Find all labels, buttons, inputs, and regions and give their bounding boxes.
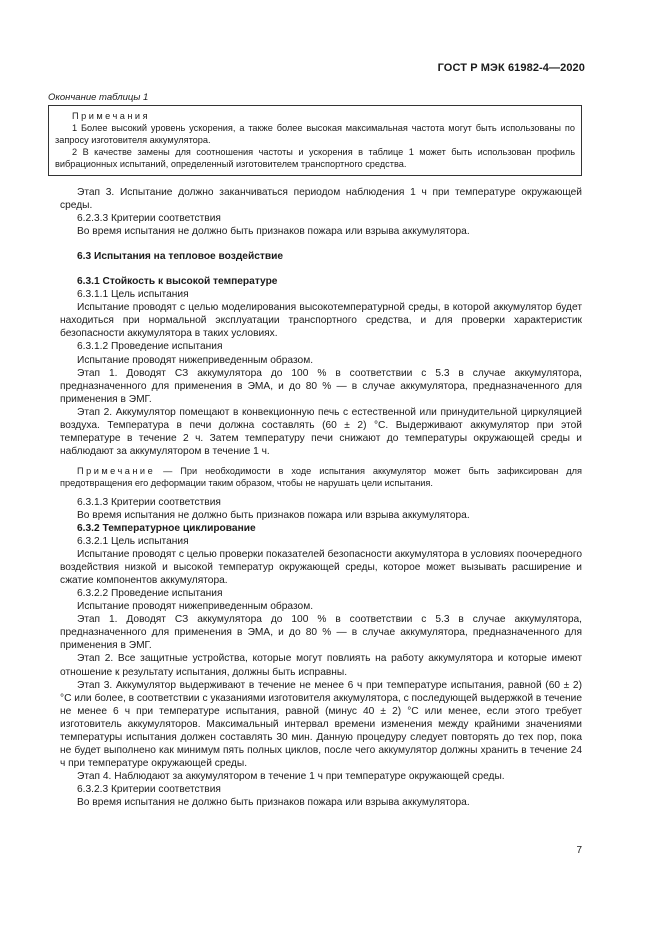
clause-heading: 6.2.3.3 Критерии соответствия: [77, 213, 221, 225]
paragraph: Этап 4. Наблюдают за аккумулятором в течение 1 ч при температуре окружающей среды.: [77, 770, 505, 782]
paragraph: Испытание проводят нижеприведенным образом.: [77, 354, 314, 366]
paragraph: Этап 1. Доводят СЗ аккумулятора до 100 % в соответствии с 5.3 в случае аккумулятора, предназначенного для применения в ЭМА, и до 80 % — в случае аккумулятора, предназначенного для применения в ЭМГ.: [60, 367, 582, 405]
paragraph: Испытание проводят с целью проверки показателей безопасности аккумулятора в условиях поочередного воздействия низкой и высокой температур окружающей среды, которое может вызывать расширение и сжатие компонентов аккумулятора.: [60, 549, 582, 587]
paragraph: Испытание проводят нижеприведенным образом.: [77, 601, 314, 613]
subsection-heading: 6.3.1 Стойкость к высокой температуре: [77, 276, 278, 288]
clause-heading: 6.3.2.3 Критерии соответствия: [77, 783, 221, 795]
clause-heading: 6.3.1.2 Проведение испытания: [77, 341, 223, 353]
clause-heading: 6.3.1.1 Цель испытания: [77, 289, 189, 301]
paragraph: Этап 2. Все защитные устройства, которые могут повлиять на работу аккумулятора и которые имеют отношение к результату испытания, должны быть исправны.: [60, 653, 582, 678]
page-number: 7: [576, 845, 582, 856]
table-notes-box: [48, 105, 582, 176]
paragraph: Во время испытания не должно быть признаков пожара или взрыва аккумулятора.: [77, 796, 470, 808]
notes-heading: Примечания: [72, 111, 151, 121]
subsection-heading: 6.3.2 Температурное циклирование: [77, 522, 256, 534]
paragraph: Этап 1. Доводят СЗ аккумулятора до 100 % в соответствии с 5.3 в случае аккумулятора, предназначенного для применения в ЭМА, и до 80 % — в случае аккумулятора, предназначенного для применения в ЭМГ.: [60, 614, 582, 652]
standard-designation: ГОСТ Р МЭК 61982-4—2020: [437, 62, 585, 74]
table-caption: Окончание таблицы 1: [48, 92, 149, 103]
clause-heading: 6.3.2.2 Проведение испытания: [77, 588, 223, 600]
note-item-1: 1 Более высокий уровень ускорения, а также более высокая максимальная частота могут быть использованы по запросу изготовителя аккумулятора.: [55, 123, 575, 145]
note-item-2: 2 В качестве замены для соотношения частоты и ускорения в таблице 1 может быть использован профиль вибрационных испытаний, определенный изготовителем транспортного средства.: [55, 147, 575, 169]
paragraph: Испытание проводят с целью моделирования высокотемпературной среды, в которой аккумулятор будет находиться при нормальной эксплуатации транспортного средства, и для проверки характеристик безопасности аккумулятора в таких условиях.: [60, 302, 582, 340]
clause-heading: 6.3.2.1 Цель испытания: [77, 536, 189, 548]
note-text: — При необходимости в ходе испытания аккумулятор может быть зафиксирован для предотвращения его деформации таким образом, чтобы не нарушать цели испытания.: [60, 465, 582, 488]
paragraph: Этап 2. Аккумулятор помещают в конвекционную печь с естественной или принудительной циркуляцией воздуха. Температура в печи должна составлять (60 ± 2) °С. Выдерживают аккумулятор при этой температуре в течение 2 ч. Затем температуру печи снижают до температуры окружающей среды и наблюдают за аккумулятором в течение 1 ч.: [60, 406, 582, 457]
paragraph: Во время испытания не должно быть признаков пожара или взрыва аккумулятора.: [77, 226, 470, 238]
clause-heading: 6.3.1.3 Критерии соответствия: [77, 496, 221, 508]
paragraph: Этап 3. Аккумулятор выдерживают в течение не менее 6 ч при температуре испытания, равной (60 ± 2) °С или более, в соответствии с указаниями изготовителя аккумулятора, с последующей выдержкой в течение не менее 6 ч при температуре испытания, равной (минус 40 ± 2) °С или менее, если этого требует изготовитель аккумуляторов. Максимальный интервал времени изменения между крайними значениями температуры испытания должен составлять 30 мин. Данную процедуру следует повторять до тех пор, пока не будет выполнено как минимум пять полных циклов, после чего аккумулятор должны хранить в течение 24 ч при температуре окружающей среды.: [60, 679, 582, 769]
paragraph: Во время испытания не должно быть признаков пожара или взрыва аккумулятора.: [77, 509, 470, 521]
document-body: [60, 186, 582, 809]
note-label: Примечание: [77, 465, 156, 476]
paragraph: Этап 3. Испытание должно заканчиваться периодом наблюдения 1 ч при температуре окружающей среды.: [60, 187, 582, 212]
note-paragraph: [60, 465, 582, 489]
section-heading: 6.3 Испытания на тепловое воздействие: [77, 251, 284, 263]
